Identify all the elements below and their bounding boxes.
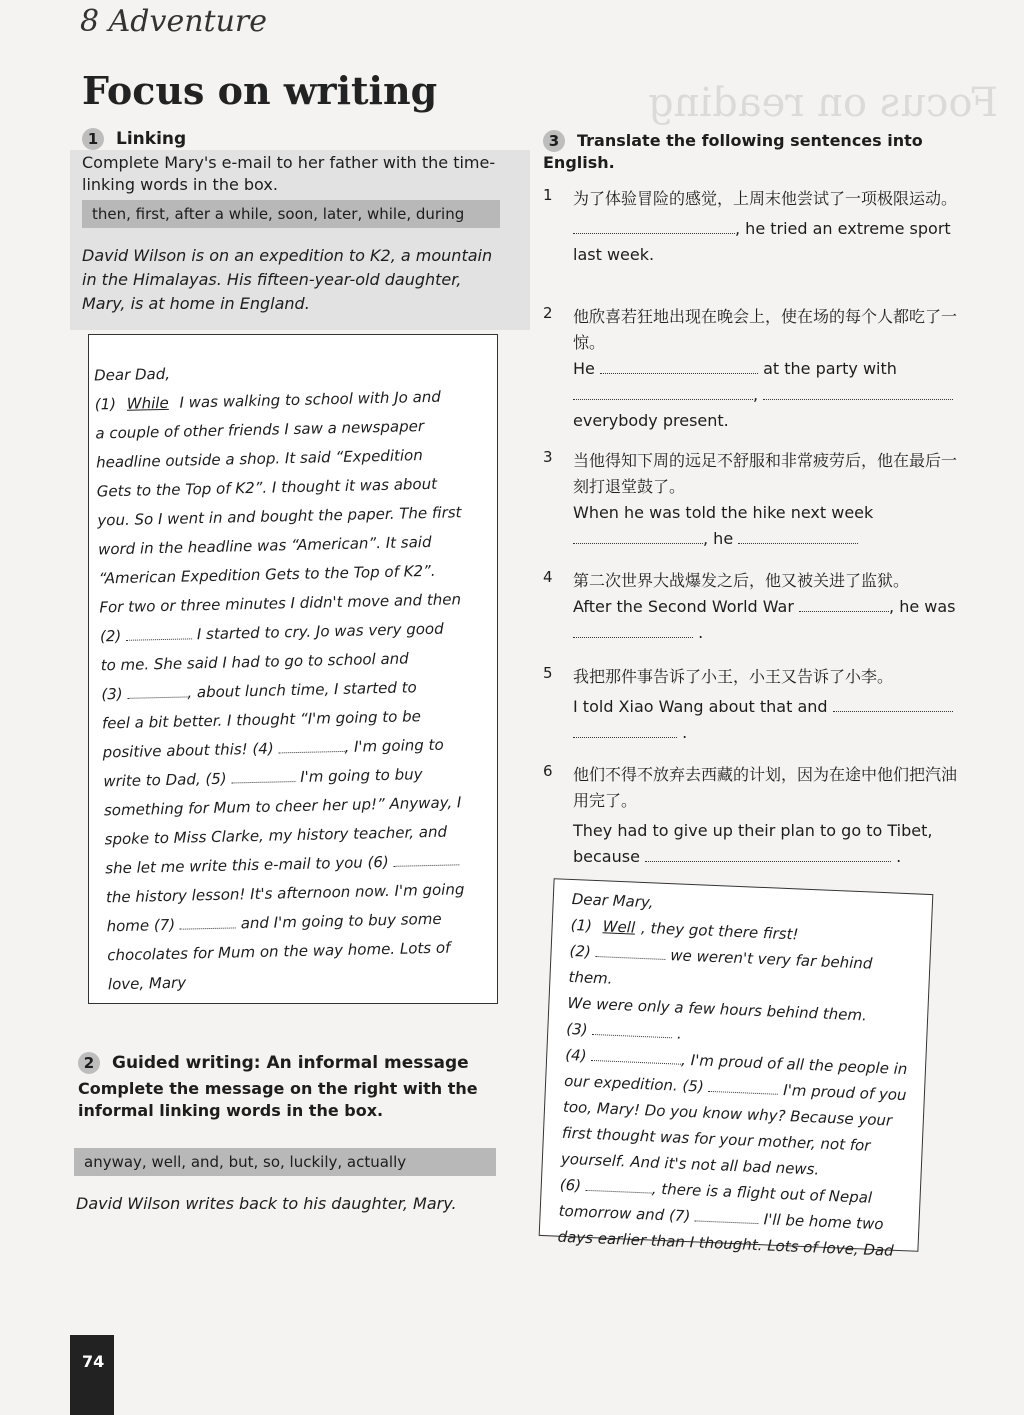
section1-title: Linking (116, 129, 187, 149)
letter-line: , I'm going to (344, 735, 444, 756)
section3-title: Translate the following sentences into English. (543, 131, 923, 172)
blank-label: (6) (559, 1175, 582, 1195)
chinese-sentence: 我把那件事告诉了小王，小王又告诉了小李。 (573, 667, 894, 686)
reply-blank-5[interactable] (708, 1091, 778, 1095)
item-number: 2 (543, 304, 553, 322)
letter-line: something for Mum to cheer her up!” Anyway, I (103, 793, 462, 820)
english-text: , he (703, 529, 734, 548)
section1-word-box: then, first, after a while, soon, later, while, during (82, 200, 500, 228)
english-text: They had to give up their plan to go to Tibet, (573, 821, 933, 840)
letter-line: we weren't very far behind them. (568, 946, 873, 988)
chinese-sentence: 他们不得不放弃去西藏的计划，因为在途中他们把汽油用完了。 (573, 765, 958, 810)
letter-line: I'm proud of you (782, 1081, 907, 1105)
blank-label: (2) (569, 941, 592, 961)
blank-4[interactable] (279, 751, 345, 753)
letter-line: write to Dad, (5) (103, 769, 227, 791)
english-text: When he was told the hike next week (573, 503, 874, 522)
translation-item: 4 第二次世界大战爆发之后，他又被关进了监狱。 After the Second World War , he was . (543, 568, 963, 646)
letter-line: too, Mary! Do you know why? Because your (562, 1097, 893, 1130)
letter-line: days earlier than I thought. Lots of love, Dad (557, 1227, 895, 1260)
dad-reply-letter (539, 878, 934, 1260)
blank-2[interactable] (126, 638, 192, 640)
blank-3[interactable] (127, 696, 187, 698)
reply-blank-6[interactable] (586, 1190, 652, 1194)
mary-letter (88, 334, 498, 1004)
dad-letter-text: Dear Mary, (1) Well , they got there first! (2) we weren't very far behind them. We were only a few hours behind them. (3) . (4) , I'm proud of all the people in our expedition. (5) I'm proud of you too, Mary! Do you know why? Because your first thought was for your mother, not for yourself. And it's not all bad news. (6) , there is a flight out of Nepal tomorrow and (7) I'll be home two days earlier than I thought. Lots of love, Dad (557, 886, 922, 1264)
english-text: because (573, 847, 640, 866)
letter-line: yourself. And it's not all bad news. (560, 1149, 820, 1179)
mary-letter-text (94, 353, 498, 1000)
letter-line: love, Mary (107, 973, 187, 994)
item-number: 5 (543, 664, 553, 682)
letter-line: the history lesson! It's afternoon now. I'm going (105, 880, 465, 907)
answer-1: While (126, 393, 169, 413)
reply-blank-4[interactable] (591, 1060, 681, 1065)
answer-blank[interactable] (799, 611, 889, 612)
letter-line: Gets to the Top of K2”. I thought it was about (96, 474, 438, 501)
blank-label: (2) (99, 626, 122, 646)
blank-label: (3) (101, 684, 123, 704)
chinese-sentence: 为了体验冒险的感觉，上周末他尝试了一项极限运动。 (573, 189, 958, 208)
blank-5[interactable] (232, 781, 296, 783)
letter-line: tomorrow and (7) (558, 1201, 691, 1226)
blank-6[interactable] (394, 864, 460, 866)
answer-blank[interactable] (573, 637, 693, 638)
answer-blank[interactable] (573, 233, 735, 234)
blank-label: (1) (94, 395, 117, 414)
letter-line: chocolates for Mum on the way home. Lots of (107, 938, 451, 965)
letter-line: home (7) (106, 915, 176, 936)
letter-line: to me. She said I had to go to school and (100, 649, 409, 675)
section3-number: 3 (543, 130, 565, 152)
answer-blank[interactable] (573, 399, 753, 400)
translation-item: 5 我把那件事告诉了小王，小王又告诉了小李。 I told Xiao Wang about that and . (543, 664, 963, 746)
letter-line: , about lunch time, I started to (187, 678, 417, 702)
chinese-sentence: 第二次世界大战爆发之后，他又被关进了监狱。 (573, 571, 910, 590)
section2-number: 2 (78, 1052, 100, 1074)
translation-item: 6 他们不得不放弃去西藏的计划，因为在途中他们把汽油用完了。 They had to give up their plan to go to Tibet, because . (543, 762, 963, 870)
letter-line: I was walking to school with Jo and (179, 387, 442, 412)
letter-line: We were only a few hours behind them. (567, 993, 868, 1025)
letter-line: she let me write this e-mail to you (6) (105, 852, 389, 878)
reply-answer-1: Well (602, 917, 636, 937)
english-text: last week. (573, 245, 655, 264)
letter-line: word in the headline was “American”. It said (97, 532, 432, 559)
chinese-sentence: 他欣喜若狂地出现在晚会上，使在场的每个人都吃了一惊。 (573, 307, 958, 352)
item-number: 3 (543, 448, 553, 466)
letter-line: our expedition. (5) (563, 1071, 705, 1096)
letter-line: , they got there first! (640, 918, 799, 944)
reply-blank-3[interactable] (592, 1034, 672, 1038)
reply-blank-2[interactable] (595, 956, 665, 960)
letter-line: , I'm proud of all the people in (680, 1050, 908, 1079)
section1-number: 1 (82, 128, 104, 150)
english-text: After the Second World War (573, 597, 794, 616)
letter-line: headline outside a shop. It said “Expedition (95, 446, 423, 472)
english-text: , he tried an extreme sport (735, 219, 951, 238)
letter-line: spoke to Miss Clarke, my history teacher, and (104, 822, 448, 849)
show-through-title: Focus on reading (648, 80, 999, 126)
letter-line: , there is a flight out of Nepal (651, 1179, 873, 1207)
translation-list (543, 186, 963, 876)
blank-label: (1) (570, 915, 593, 935)
letter-line: positive about this! (4) (102, 739, 274, 762)
section2-word-box: anyway, well, and, but, so, luckily, actually (74, 1148, 496, 1176)
english-text: I told Xiao Wang about that and (573, 697, 828, 716)
translation-item (543, 448, 963, 552)
blank-label: (3) (565, 1019, 588, 1039)
answer-blank[interactable] (600, 373, 758, 374)
translation-item: 2 他欣喜若狂地出现在晚会上，使在场的每个人都吃了一惊。 He at the party with , everybody present. (543, 304, 963, 434)
section1-instructions: Complete Mary's e-mail to her father with the time-linking words in the box. (82, 153, 496, 194)
english-text: everybody present. (573, 411, 729, 430)
letter-line: For two or three minutes I didn't move and then (99, 590, 462, 617)
section2-instructions: Complete the message on the right with the informal linking words in the box. (78, 1079, 478, 1120)
chinese-sentence: 当他得知下周的远足不舒服和非常疲劳后，他在最后一刻打退堂鼓了。 (573, 451, 958, 496)
letter-line: you. So I went in and bought the paper. The first (97, 503, 462, 530)
answer-blank[interactable] (738, 543, 858, 544)
answer-blank[interactable] (573, 543, 703, 544)
answer-blank[interactable] (763, 399, 953, 400)
letter-line: “American Expedition Gets to the Top of K2”. (98, 561, 436, 588)
letter-line: a couple of other friends I saw a newspaper (95, 417, 425, 443)
section1 (82, 128, 522, 196)
translation-item (543, 186, 963, 268)
section3 (543, 130, 963, 174)
section2-title: Guided writing: An informal message (112, 1053, 469, 1073)
letter-line: first thought was for your mother, not for (561, 1123, 871, 1155)
page-title: Focus on writing (82, 68, 438, 113)
english-text: He (573, 359, 595, 378)
section1-intro: David Wilson is on an expedition to K2, a mountain in the Himalayas. His fifteen-year-old daughter, Mary, is at home in England. (82, 246, 493, 313)
blank-label: (4) (564, 1045, 587, 1065)
page-number-tab (70, 1335, 114, 1415)
item-number: 6 (543, 762, 553, 780)
letter-line: I'm going to buy (300, 765, 423, 786)
answer-blank[interactable] (833, 711, 953, 712)
section2-intro: David Wilson writes back to his daughter, Mary. (76, 1194, 457, 1213)
item-number: 4 (543, 568, 553, 586)
section2 (78, 1052, 498, 1122)
answer-blank[interactable] (573, 737, 677, 738)
english-text: , he was (889, 597, 956, 616)
reply-blank-7[interactable] (695, 1220, 759, 1224)
letter-line: I started to cry. Jo was very good (196, 619, 444, 644)
answer-blank[interactable] (645, 861, 891, 862)
unit-title: 8 Adventure (80, 4, 267, 39)
letter-line: and I'm going to buy some (240, 909, 442, 933)
letter-line: I'll be home two (763, 1210, 884, 1234)
page-number: 74 (82, 1352, 105, 1371)
dad-letter-greeting: Dear Mary, (571, 889, 654, 912)
mary-letter-greeting: Dear Dad, (93, 364, 171, 385)
letter-line: feel a bit better. I thought “I'm going to be (101, 707, 422, 733)
item-number: 1 (543, 186, 553, 204)
blank-7[interactable] (180, 927, 236, 929)
english-text: at the party with (763, 359, 897, 378)
